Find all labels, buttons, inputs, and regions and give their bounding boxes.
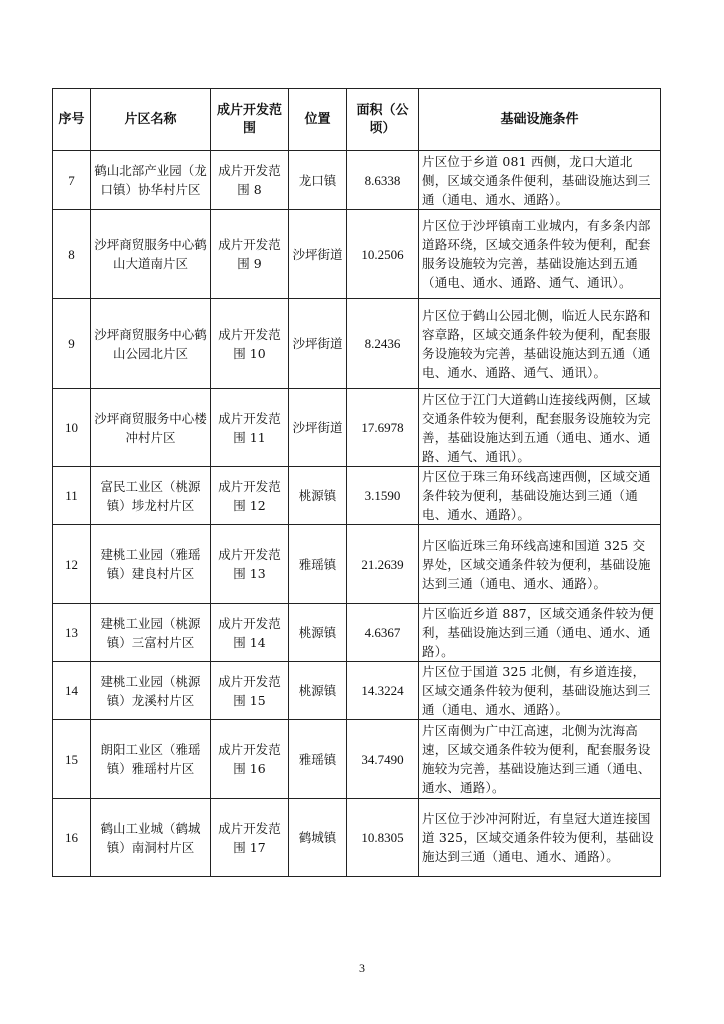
cell-name: 富民工业区（桃源镇）埗龙村片区 — [91, 467, 211, 525]
cell-area: 8.6338 — [347, 151, 419, 210]
cell-location: 雅瑶镇 — [289, 720, 347, 799]
cell-area: 21.2639 — [347, 525, 419, 604]
cell-infra: 片区位于鹤山公园北侧，临近人民东路和容章路，区域交通条件较为便利，配套服务设施较为完善，基础设施达到五通（通电、通水、通路、通气、通讯）。 — [419, 299, 661, 389]
header-area: 面积（公顷） — [347, 89, 419, 151]
table-row — [53, 525, 661, 604]
table-row — [53, 662, 661, 720]
cell-index: 14 — [53, 662, 91, 720]
cell-name: 沙坪商贸服务中心鹤山公园北片区 — [91, 299, 211, 389]
cell-location: 桃源镇 — [289, 467, 347, 525]
table-row — [53, 799, 661, 877]
cell-index: 9 — [53, 299, 91, 389]
cell-index: 16 — [53, 799, 91, 877]
cell-index: 10 — [53, 389, 91, 467]
table-row — [53, 299, 661, 389]
cell-scope: 成片开发范围 9 — [211, 210, 289, 299]
header-infra: 基础设施条件 — [419, 89, 661, 151]
cell-location: 沙坪街道 — [289, 210, 347, 299]
header-scope: 成片开发范围 — [211, 89, 289, 151]
cell-area: 34.7490 — [347, 720, 419, 799]
cell-location: 沙坪街道 — [289, 389, 347, 467]
cell-scope: 成片开发范围 11 — [211, 389, 289, 467]
cell-name: 建桃工业园（桃源镇）三富村片区 — [91, 604, 211, 662]
page-number: 3 — [359, 961, 365, 975]
cell-infra: 片区位于乡道 081 西侧，龙口大道北侧，区域交通条件便利，基础设施达到三通（通电、通水、通路）。 — [419, 151, 661, 210]
cell-index: 12 — [53, 525, 91, 604]
cell-name: 建桃工业园（桃源镇）龙溪村片区 — [91, 662, 211, 720]
cell-name: 鹤山工业城（鹤城镇）南洞村片区 — [91, 799, 211, 877]
cell-location: 桃源镇 — [289, 604, 347, 662]
cell-infra: 片区南侧为广中江高速，北侧为沈海高速，区域交通条件较为便利，配套服务设施较为完善，基础设施达到三通（通电、通水、通路）。 — [419, 720, 661, 799]
cell-infra: 片区位于沙坪镇南工业城内，有多条内部道路环绕，区域交通条件较为便利，配套服务设施较为完善，基础设施达到五通（通电、通水、通路、通气、通讯）。 — [419, 210, 661, 299]
table-row — [53, 210, 661, 299]
table-row — [53, 389, 661, 467]
table-row — [53, 467, 661, 525]
header-index: 序号 — [53, 89, 91, 151]
cell-location: 沙坪街道 — [289, 299, 347, 389]
cell-name: 建桃工业园（雅瑶镇）建良村片区 — [91, 525, 211, 604]
cell-name: 朗阳工业区（雅瑶镇）雅瑶村片区 — [91, 720, 211, 799]
header-location: 位置 — [289, 89, 347, 151]
cell-scope: 成片开发范围 13 — [211, 525, 289, 604]
cell-index: 7 — [53, 151, 91, 210]
table-row — [53, 720, 661, 799]
cell-name: 沙坪商贸服务中心楼冲村片区 — [91, 389, 211, 467]
table-row — [53, 604, 661, 662]
cell-index: 11 — [53, 467, 91, 525]
cell-name: 鹤山北部产业园（龙口镇）协华村片区 — [91, 151, 211, 210]
cell-area: 17.6978 — [347, 389, 419, 467]
cell-infra: 片区位于江门大道鹤山连接线两侧，区域交通条件较为便利，配套服务设施较为完善，基础设施达到五通（通电、通水、通路、通气、通讯）。 — [419, 389, 661, 467]
cell-location: 雅瑶镇 — [289, 525, 347, 604]
cell-scope: 成片开发范围 10 — [211, 299, 289, 389]
cell-area: 4.6367 — [347, 604, 419, 662]
cell-scope: 成片开发范围 15 — [211, 662, 289, 720]
cell-scope: 成片开发范围 16 — [211, 720, 289, 799]
cell-area: 8.2436 — [347, 299, 419, 389]
cell-scope: 成片开发范围 17 — [211, 799, 289, 877]
cell-area: 14.3224 — [347, 662, 419, 720]
cell-infra: 片区位于珠三角环线高速西侧，区域交通条件较为便利，基础设施达到三通（通电、通水、通路）。 — [419, 467, 661, 525]
cell-area: 10.2506 — [347, 210, 419, 299]
development-area-table — [52, 88, 661, 877]
table-header-row — [53, 89, 661, 151]
header-name: 片区名称 — [91, 89, 211, 151]
cell-location: 桃源镇 — [289, 662, 347, 720]
cell-scope: 成片开发范围 14 — [211, 604, 289, 662]
cell-infra: 片区临近乡道 887，区域交通条件较为便利，基础设施达到三通（通电、通水、通路）。 — [419, 604, 661, 662]
cell-location: 鹤城镇 — [289, 799, 347, 877]
cell-name: 沙坪商贸服务中心鹤山大道南片区 — [91, 210, 211, 299]
table-row — [53, 151, 661, 210]
cell-scope: 成片开发范围 8 — [211, 151, 289, 210]
cell-area: 3.1590 — [347, 467, 419, 525]
cell-index: 8 — [53, 210, 91, 299]
cell-index: 13 — [53, 604, 91, 662]
cell-index: 15 — [53, 720, 91, 799]
cell-scope: 成片开发范围 12 — [211, 467, 289, 525]
cell-area: 10.8305 — [347, 799, 419, 877]
cell-location: 龙口镇 — [289, 151, 347, 210]
cell-infra: 片区位于国道 325 北侧，有乡道连接，区域交通条件较为便利，基础设施达到三通（通电、通水、通路）。 — [419, 662, 661, 720]
cell-infra: 片区位于沙冲河附近，有皇冠大道连接国道 325，区域交通条件较为便利，基础设施达到三通（通电、通水、通路）。 — [419, 799, 661, 877]
cell-infra: 片区临近珠三角环线高速和国道 325 交界处，区域交通条件较为便利，基础设施达到三通（通电、通水、通路）。 — [419, 525, 661, 604]
